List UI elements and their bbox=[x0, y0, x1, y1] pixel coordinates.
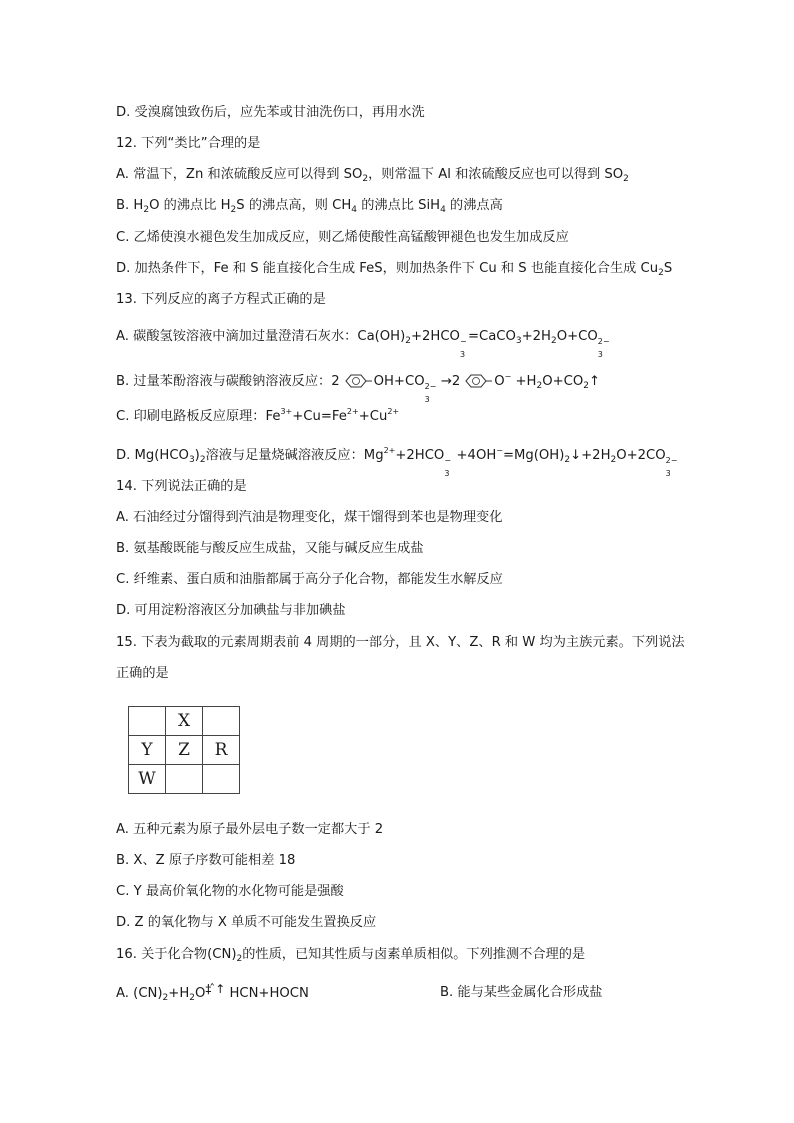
q11-option-d: D. 受溴腐蚀致伤后，应先苯或甘油洗伤口，再用水洗 bbox=[116, 105, 425, 120]
q16-option-a: A. $(CN)_2+H_2O\ddagger$ ̂↑ HCN+HOCN bbox=[116, 982, 309, 1003]
q15-stem-line-1: 15. 下表为截取的元素周期表前 4 周期的一部分，且 X、Y、Z、R 和 W 均为主族元素。下列说法 bbox=[116, 635, 685, 650]
q15-stem-line-2: 正确的是 bbox=[116, 666, 169, 681]
equilibrium-arrow-icon: ‡ ̂↑ bbox=[205, 982, 226, 996]
table-cell bbox=[129, 707, 166, 736]
table-row bbox=[129, 736, 240, 765]
q13-option-b: B. 过量苯酚溶液与碳酸钠溶液反应：2 OH+CO 2− 3 →2 $O^- +H_2O+CO_2↑$ bbox=[116, 372, 601, 404]
q15-option-b: B. X、Z 原子序数可能相差 18 bbox=[116, 853, 296, 868]
table-cell: Y bbox=[129, 736, 166, 765]
table-cell: X bbox=[166, 707, 203, 736]
q12-option-b: B. $H_2O$ 的沸点比 $H_2S$ 的沸点高，则 $CH_4$ 的沸点比 SiH$_4$ 的沸点高 bbox=[116, 198, 503, 215]
periodic-table-fragment bbox=[128, 706, 240, 794]
table-row bbox=[129, 765, 240, 794]
q12-option-c: C. 乙烯使溴水褪色发生加成反应，则乙烯使酸性高锰酸钾褪色也发生加成反应 bbox=[116, 230, 569, 245]
q14-option-c: C. 纤维素、蛋白质和油脂都属于高分子化合物，都能发生水解反应 bbox=[116, 572, 503, 587]
q14-option-a: A. 石油经过分馏得到汽油是物理变化，煤干馏得到苯也是物理变化 bbox=[116, 510, 503, 525]
q15-option-c: C. Y 最高价氧化物的水化物可能是强酸 bbox=[116, 884, 344, 899]
q14-option-d: D. 可用淀粉溶液区分加碘盐与非加碘盐 bbox=[116, 603, 346, 618]
q16-stem: 16. 关于化合物$(CN)_2$的性质，已知其性质与卤素单质相似。下列推测不合理的是 bbox=[116, 947, 586, 964]
table-cell: W bbox=[129, 765, 166, 794]
q12-option-d: D. 加热条件下，Fe 和 S 能直接化合生成 FeS，则加热条件下 Cu 和 S 也能直接化合生成 $Cu_2S$ bbox=[116, 261, 673, 278]
q15-option-a: A. 五种元素为原子最外层电子数一定都大于 2 bbox=[116, 822, 384, 837]
q14-option-b: B. 氨基酸既能与酸反应生成盐，又能与碱反应生成盐 bbox=[116, 541, 424, 556]
benzene-ring-icon bbox=[342, 373, 372, 389]
q12-stem: 12. 下列“类比”合理的是 bbox=[116, 136, 261, 151]
table-cell bbox=[203, 707, 240, 736]
table-cell: R bbox=[203, 736, 240, 765]
q15-option-d: D. Z 的氧化物与 X 单质不可能发生置换反应 bbox=[116, 915, 377, 930]
q14-stem: 14. 下列说法正确的是 bbox=[116, 479, 247, 494]
benzene-ring-icon bbox=[462, 373, 492, 389]
q13-option-d: D. $Mg(HCO_3)_2$溶液与足量烧碱溶液反应：$Mg^{2+}+2HCO$ − 3 $+4OH^-=Mg(OH)_2↓+2H_2O+2CO$ 2− 3 bbox=[116, 446, 678, 478]
q16-option-b: B. 能与某些金属化合形成盐 bbox=[440, 985, 603, 1000]
q12-option-a: A. 常温下，Zn 和浓硫酸反应可以得到 $SO_2$，则常温下 Al 和浓硫酸反应也可以得到 $SO_2$ bbox=[116, 167, 629, 184]
q13-option-a: A. 碳酸氢铵溶液中滴加过量澄清石灰水：$Ca(OH)_2+2HCO$ − 3 $=CaCO_3+2H_2O+CO$ 2− 3 bbox=[116, 329, 610, 359]
table-cell: Z bbox=[166, 736, 203, 765]
q13-option-c: C. 印刷电路板反应原理：$Fe^{3+}+Cu=Fe^{2+}+Cu^{2+}$ bbox=[116, 407, 400, 424]
table-cell bbox=[166, 765, 203, 794]
table-cell bbox=[203, 765, 240, 794]
q13-stem: 13. 下列反应的离子方程式正确的是 bbox=[116, 292, 326, 307]
table-row bbox=[129, 707, 240, 736]
